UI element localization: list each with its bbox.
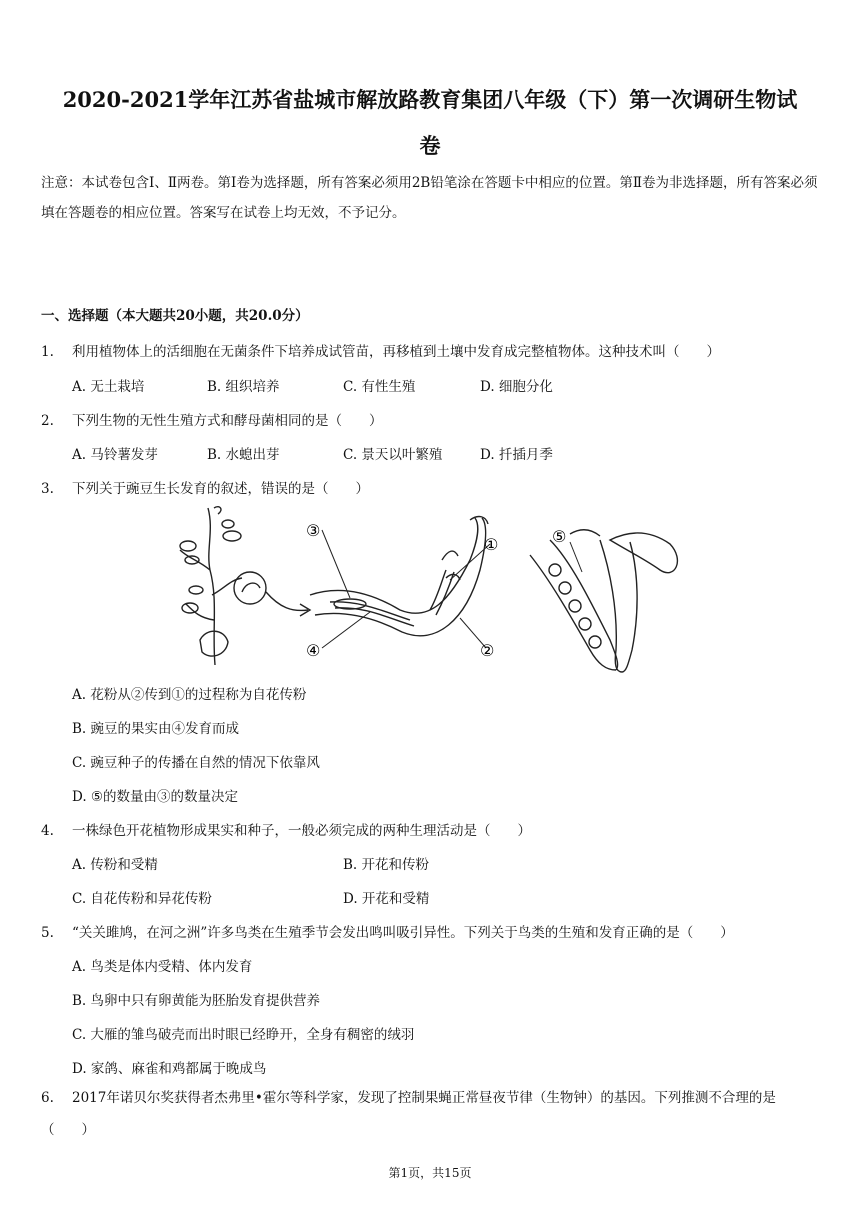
section-heading: 一、选择题（本大题共20小题，共20.0分） [41, 308, 309, 324]
q4-option-a: A. 传粉和受精 [72, 857, 158, 873]
document-title-line2: 卷 [419, 133, 441, 158]
question-1 [41, 340, 720, 360]
question-number: 6. [41, 1090, 54, 1106]
question-text: 2017年诺贝尔奖获得者杰弗里•霍尔等科学家，发现了控制果蝇正常昼夜节律（生物钟）的基因。下列推测不合理的是（ ） [41, 1090, 776, 1138]
q4-option-d: D. 开花和受精 [343, 891, 430, 907]
figure-label-5: ⑤ [552, 527, 567, 546]
document-title-line1: 2020-2021学年江苏省盐城市解放路教育集团八年级（下）第一次调研生物试 [62, 87, 798, 112]
q3-option-b: B. 豌豆的果实由④发育而成 [72, 721, 240, 737]
pea-pod-drawing [530, 530, 677, 672]
question-text: 下列关于豌豆生长发育的叙述，错误的是（ ） [72, 481, 369, 497]
q4-option-b: B. 开花和传粉 [343, 857, 430, 873]
figure-label-4: ④ [306, 641, 321, 660]
question-3 [41, 477, 369, 497]
pea-flower-section-drawing [310, 517, 488, 636]
q5-option-a: A. 鸟类是体内受精、体内发育 [72, 959, 253, 975]
question-number: 4. [41, 823, 54, 839]
page-footer: 第1页，共15页 [388, 1166, 472, 1180]
question-number: 1. [41, 344, 54, 360]
pea-development-figure [170, 500, 700, 675]
q1-option-b: B. 组织培养 [207, 379, 280, 395]
question-text: 利用植物体上的活细胞在无菌条件下培养成试管苗，再移植到土壤中发育成完整植物体。这种技术叫（ ） [72, 344, 720, 360]
figure-label-2: ② [480, 641, 495, 660]
q4-option-c: C. 自花传粉和异花传粉 [72, 891, 212, 907]
figure-label-3: ③ [306, 521, 321, 540]
question-number: 2. [41, 413, 54, 429]
question-6 [41, 1082, 821, 1146]
q3-option-d: D. ⑤的数量由③的数量决定 [72, 789, 239, 805]
q2-option-b: B. 水螅出芽 [207, 447, 280, 463]
question-2 [41, 409, 383, 429]
q3-option-c: C. 豌豆种子的传播在自然的情况下依靠风 [72, 755, 320, 771]
q2-option-c: C. 景天以叶繁殖 [343, 447, 443, 463]
q5-option-b: B. 鸟卵中只有卵黄能为胚胎发育提供营养 [72, 993, 321, 1009]
question-number: 5. [41, 925, 54, 941]
figure-label-1: ① [484, 535, 499, 554]
question-4 [41, 819, 531, 839]
q5-option-d: D. 家鸽、麻雀和鸡都属于晚成鸟 [72, 1061, 267, 1077]
exam-notice: 注意：本试卷包含Ⅰ、Ⅱ两卷。第Ⅰ卷为选择题，所有答案必须用2B铅笔涂在答题卡中相应的位置。第Ⅱ卷为非选择题，所有答案必须填在答题卷的相应位置。答案写在试卷上均无效，不予记分。 [41, 175, 818, 221]
question-number: 3. [41, 481, 54, 497]
q1-option-a: A. 无土栽培 [72, 379, 145, 395]
q2-option-d: D. 扦插月季 [480, 447, 553, 463]
question-5 [41, 921, 734, 941]
question-text: 下列生物的无性生殖方式和酵母菌相同的是（ ） [72, 413, 383, 429]
q1-option-d: D. 细胞分化 [480, 379, 553, 395]
question-text: 一株绿色开花植物形成果实和种子，一般必须完成的两种生理活动是（ ） [72, 823, 531, 839]
q2-option-a: A. 马铃薯发芽 [72, 447, 158, 463]
q1-option-c: C. 有性生殖 [343, 379, 416, 395]
question-text: “关关雎鸠，在河之洲”许多鸟类在生殖季节会发出鸣叫吸引异性。下列关于鸟类的生殖和发育正确的是（ ） [72, 925, 734, 941]
pea-plant-drawing [180, 507, 310, 665]
q3-option-a: A. 花粉从②传到①的过程称为自花传粉 [72, 687, 307, 703]
q5-option-c: C. 大雁的雏鸟破壳而出时眼已经睁开，全身有稠密的绒羽 [72, 1027, 415, 1043]
